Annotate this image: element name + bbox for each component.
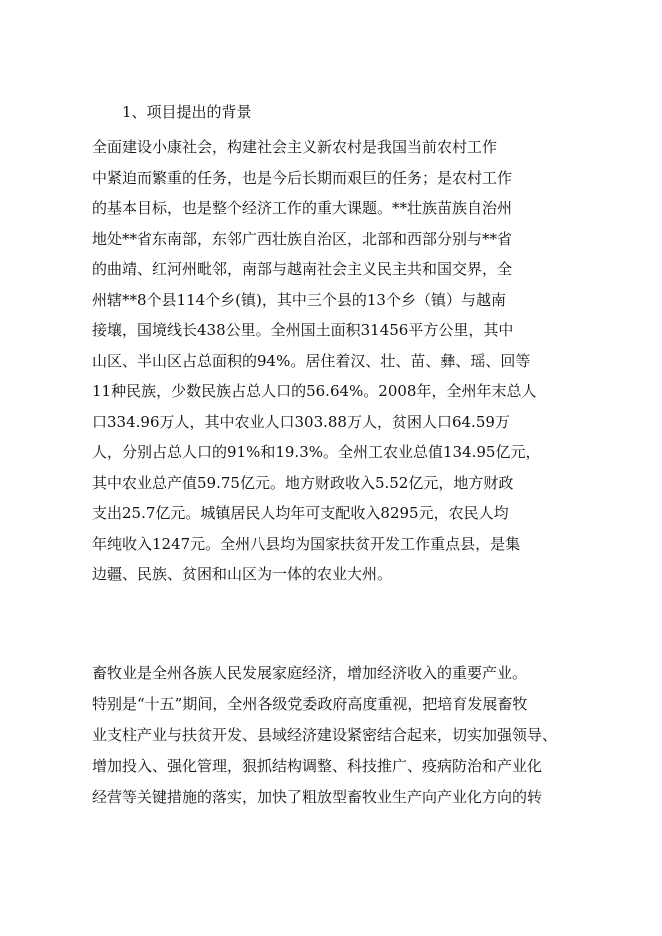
paragraph-background (92, 132, 572, 590)
paragraph-line: 增加投入、强化管理，狠抓结构调整、科技推广、疫病防治和产业化 (92, 757, 543, 775)
paragraph-line: 业支柱产业与扶贫开发、县域经济建设紧密结合起来，切实加强领导、 (92, 726, 558, 744)
paragraph-line: 口334.96万人，其中农业人口303.88万人，贫困人口64.59万 (92, 412, 510, 431)
paragraph-line: 经营等关键措施的落实，加快了粗放型畜牧业生产向产业化方向的转 (92, 788, 543, 806)
paragraph-line: 特别是“十五”期间，全州各级党委政府高度重视，把培育发展畜牧 (92, 695, 528, 713)
paragraph-livestock (92, 658, 572, 813)
paragraph-line: 畜牧业是全州各族人民发展家庭经济，增加经济收入的重要产业。 (92, 664, 528, 682)
paragraph-line: 11种民族，少数民族占总人口的56.64%。2008年，全州年末总人 (92, 382, 537, 400)
paragraph-line: 州辖**8个县114个乡(镇)，其中三个县的13个乡（镇）与越南 (92, 290, 506, 309)
paragraph-line: 年纯收入1247元。全州八县均为国家扶贫开发工作重点县，是集 (92, 534, 521, 553)
paragraph-line: 其中农业总产值59.75亿元。地方财政收入5.52亿元，地方财政 (92, 473, 514, 492)
paragraph-line: 的基本目标，也是整个经济工作的重大课题。**壮族苗族自治州 (92, 199, 513, 217)
paragraph-line: 的曲靖、红河州毗邻，南部与越南社会主义民主共和国交界，全 (92, 260, 513, 278)
paragraph-line: 地处**省东南部，东邻广西壮族自治区，北部和西部分别与**省 (92, 229, 513, 248)
paragraph-line: 支出25.7亿元。城镇居民人均年可支配收入8295元，农民人均 (92, 504, 509, 522)
paragraph-line: 山区、半山区占总面积的94%。居住着汉、壮、苗、彝、瑶、回等 (92, 351, 531, 370)
paragraph-line: 全面建设小康社会，构建社会主义新农村是我国当前农村工作 (92, 138, 498, 156)
paragraph-line: 中紧迫而繁重的任务，也是今后长期而艰巨的任务；是农村工作 (92, 168, 513, 187)
paragraph-line: 接壤，国境线长438公里。全州国土面积31456平方公里，其中 (92, 321, 514, 339)
section-heading: 1、项目提出的背景 (122, 103, 252, 121)
paragraph-line: 人，分别占总人口的91%和19.3%。全州工农业总值134.95亿元， (92, 443, 541, 461)
paragraph-line: 边疆、民族、贫困和山区为一体的农业大州。 (92, 565, 393, 583)
